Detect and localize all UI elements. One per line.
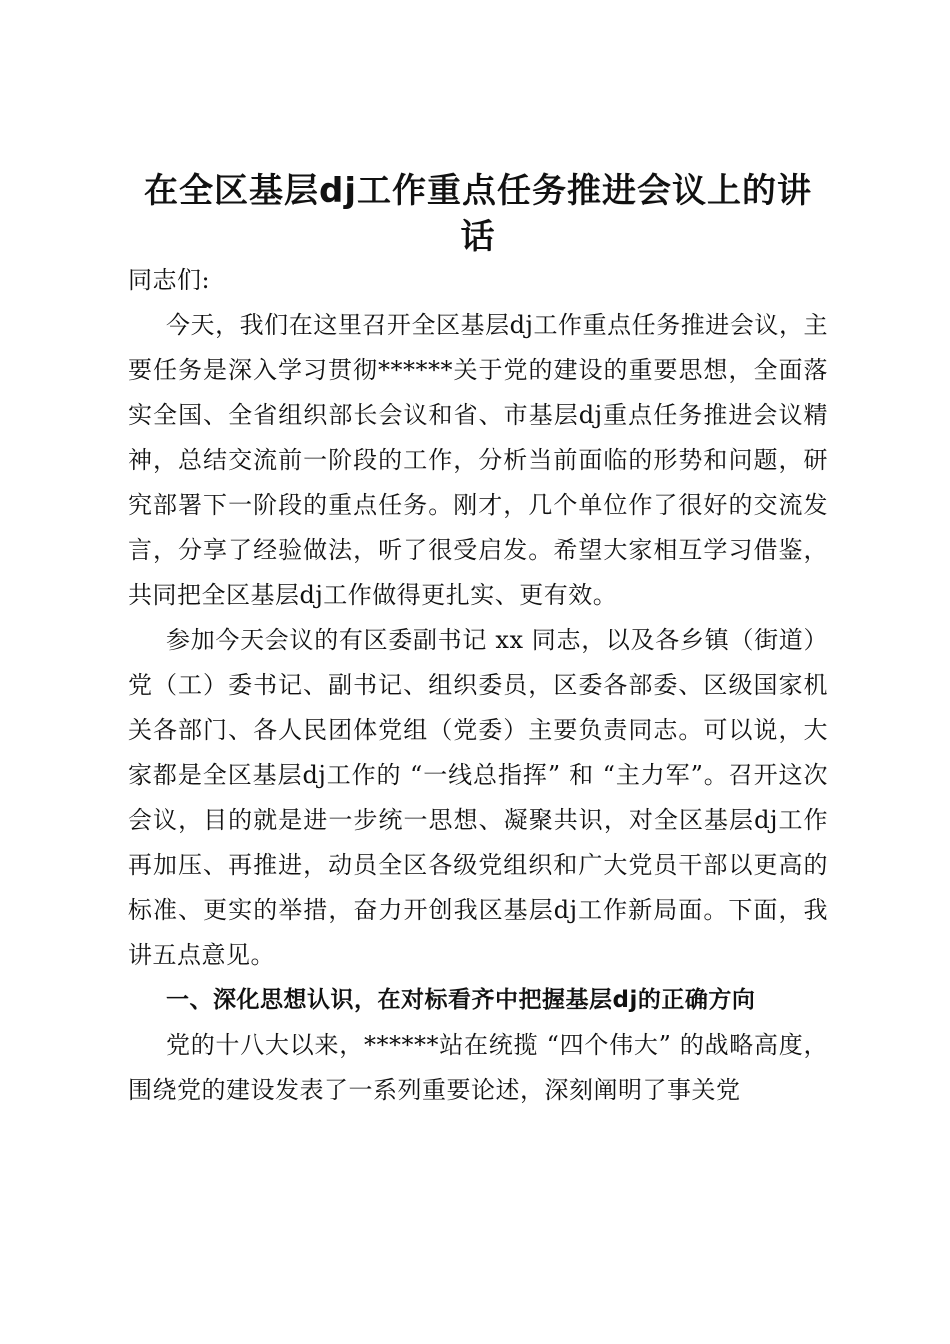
salutation: 同志们: (128, 266, 211, 294)
section-heading-1: 一、深化思想认识，在对标看齐中把握基层dj的正确方向 (166, 987, 756, 1013)
document-body (128, 258, 828, 1113)
document-title: 在全区基层dj工作重点任务推进会议上的讲话 (144, 171, 812, 257)
section-1-paragraph: 党的十八大以来，******站在统揽 “四个伟大” 的战略高度，围绕党的建设发表了一系列重要论述，深刻阐明了事关党 (128, 1031, 828, 1104)
paragraph-attendees: 参加今天会议的有区委副书记 xx 同志，以及各乡镇（街道）党（工）委书记、副书记、组织委员，区委各部委、区级国家机关各部门、各人民团体党组（党委）主要负责同志。可以说，大家都是全区基层dj工作的 “一线总指挥” 和 “主力军”。召开这次会议，目的就是进一步统一思想、凝聚共识，对全区基层dj工作再加压、再推进，动员全区各级党组织和广大党员干部以更高的标准、更实的举措，奋力开创我区基层dj工作新局面。下面，我讲五点意见。 (128, 626, 828, 969)
paragraph-opening: 今天，我们在这里召开全区基层dj工作重点任务推进会议，主要任务是深入学习贯彻******关于党的建设的重要思想，全面落实全国、全省组织部长会议和省、市基层dj重点任务推进会议精神，总结交流前一阶段的工作，分析当前面临的形势和问题，研究部署下一阶段的重点任务。刚才，几个单位作了很好的交流发言，分享了经验做法，听了很受启发。希望大家相互学习借鉴，共同把全区基层dj工作做得更扎实、更有效。 (128, 311, 828, 609)
